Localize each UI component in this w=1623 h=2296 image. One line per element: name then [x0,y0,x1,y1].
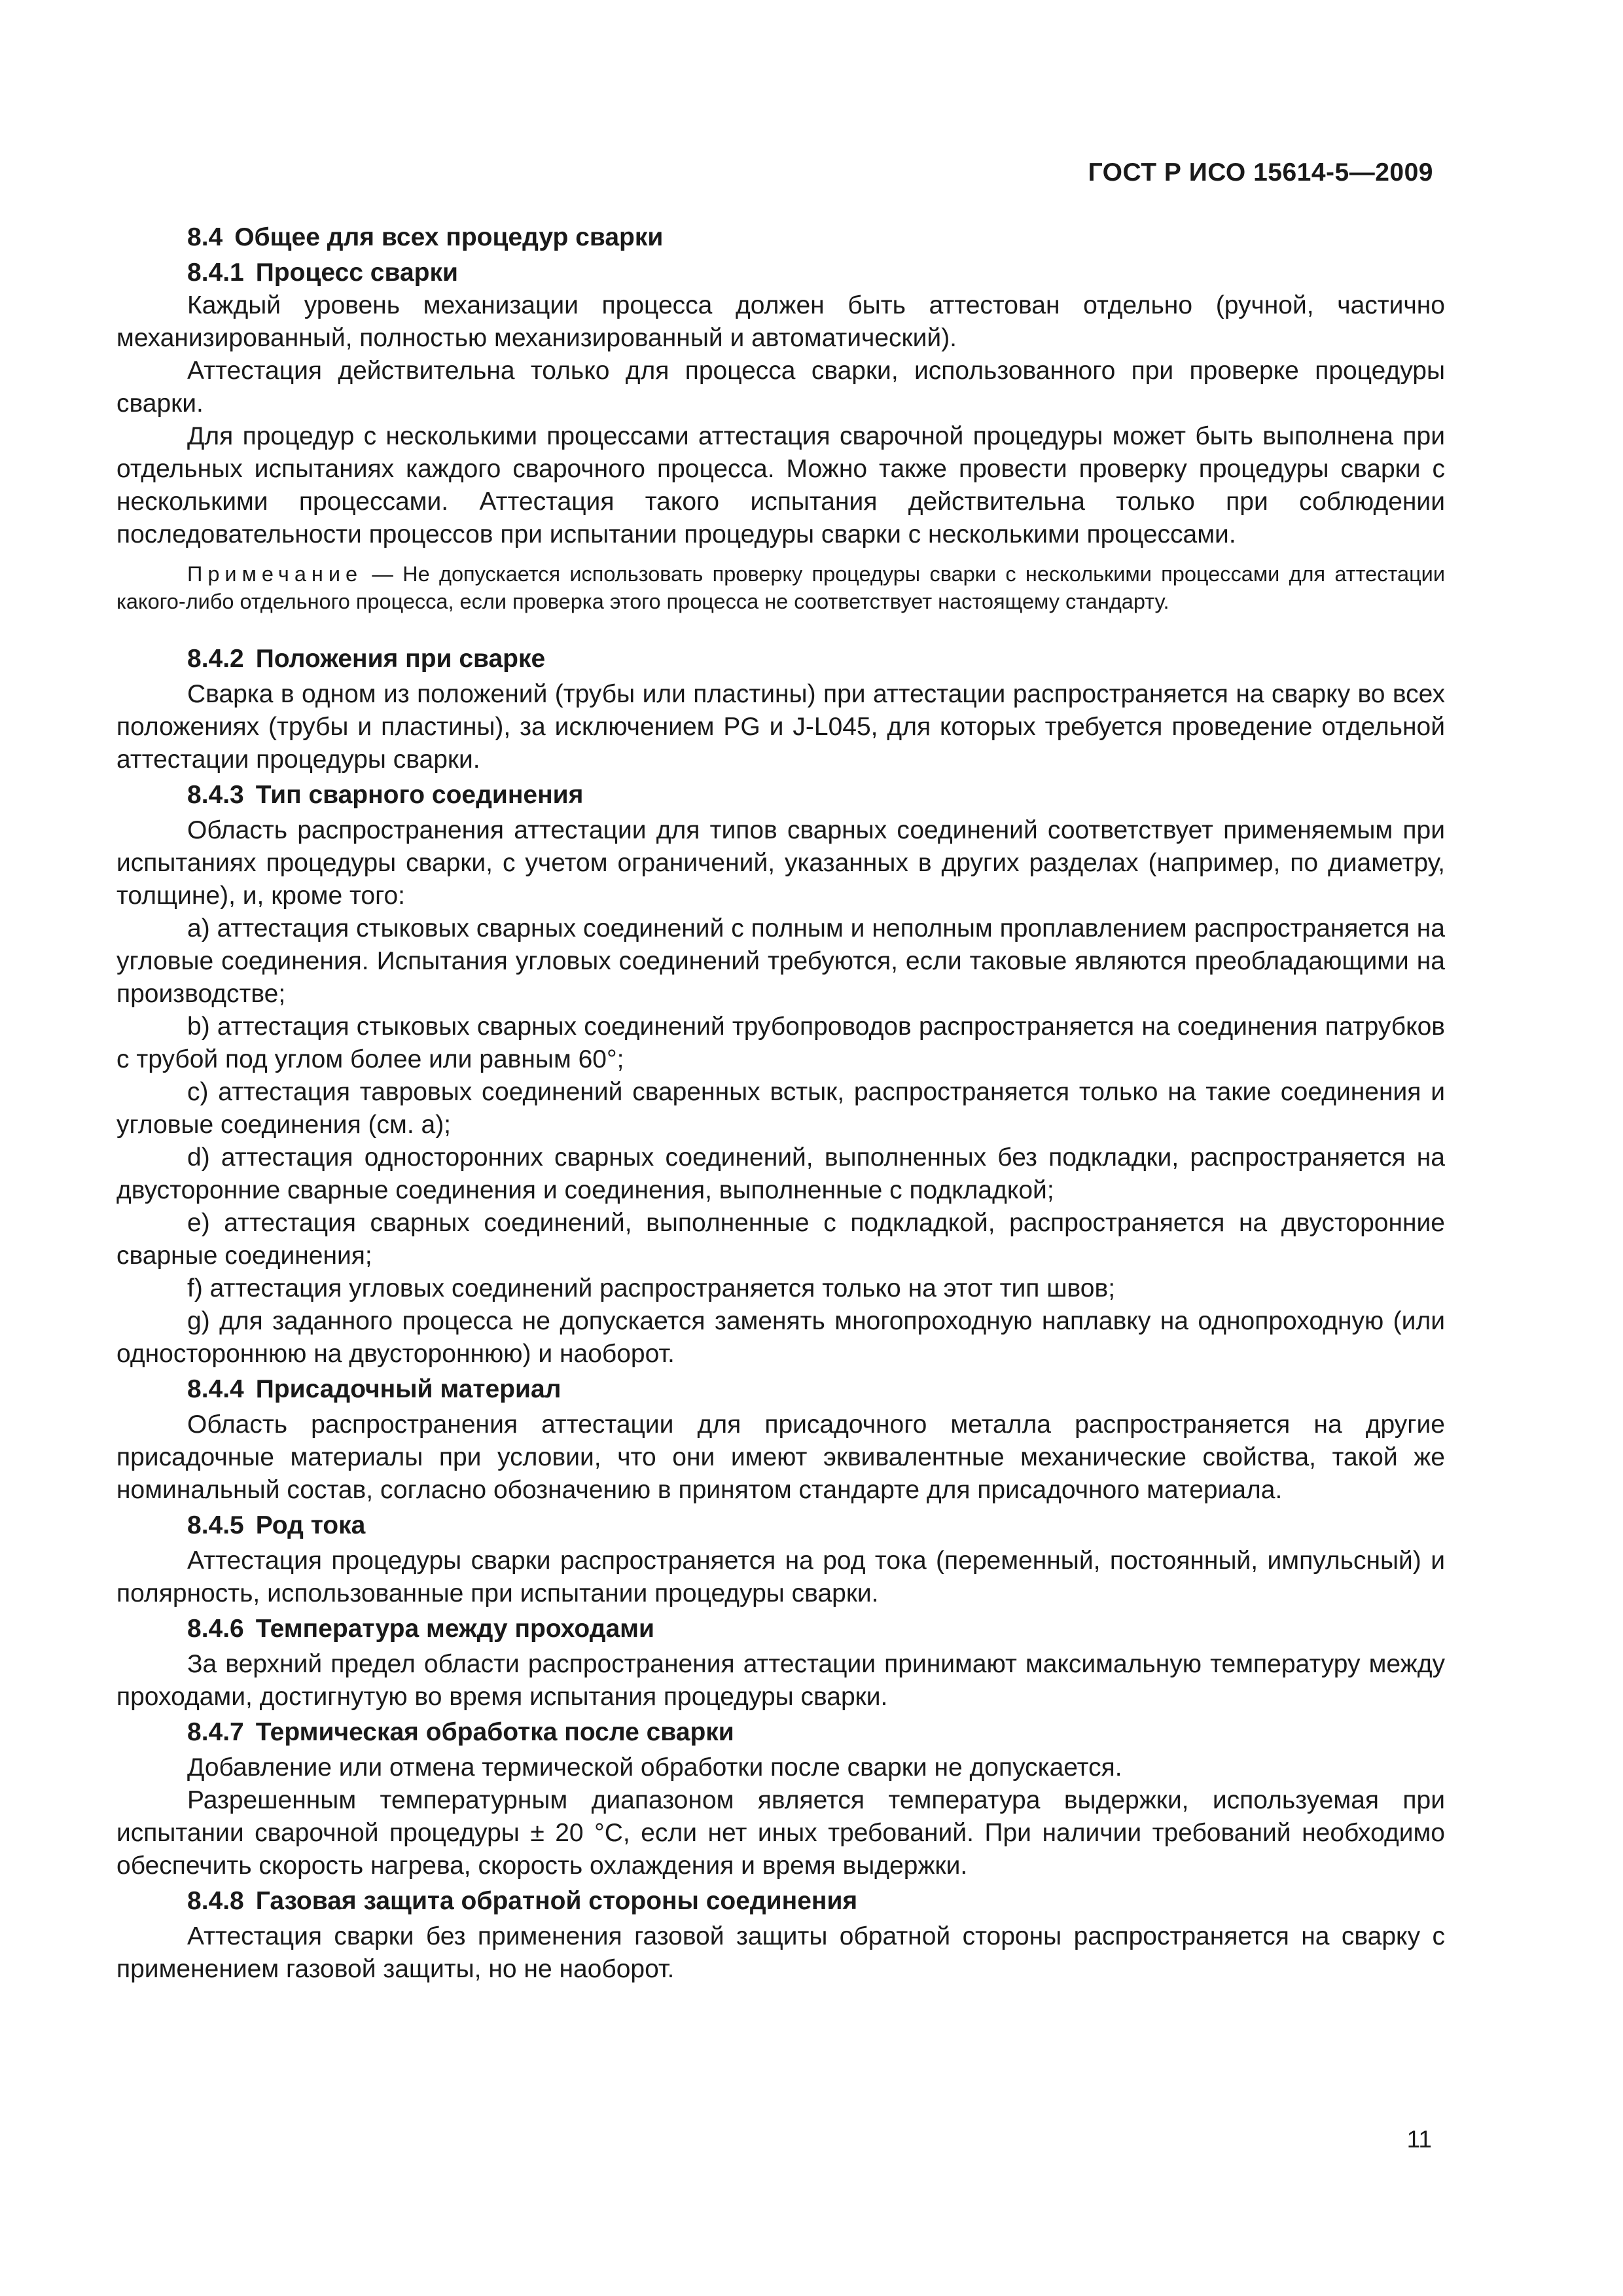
paragraph: Каждый уровень механизации процесса должен быть аттестован отдельно (ручной, частично механизированный, полностью механизированный и автоматический). [116,291,1445,352]
section-number: 8.4.1 [187,259,244,287]
list-item: c) аттестация тавровых соединений сваренных встык, распространяется только на такие соединения и угловые соединения (см. а); [116,1078,1445,1139]
list-item: g) для заданного процесса не допускается заменять многопроходную наплавку на однопроходную (или одностороннюю на двустороннюю) и наоборот. [116,1307,1445,1368]
section-title: Общее для всех процедур сварки [234,223,664,251]
note-label: Примечание [187,562,363,586]
list-item: d) аттестация односторонних сварных соединений, выполненных без подкладки, распространяется на двусторонние сварные соединения и соединения, выполненные с подкладкой; [116,1143,1445,1204]
paragraph: Сварка в одном из положений (трубы или пластины) при аттестации распространяется на сварку во всех положениях (трубы и пластины), за исключением PG и J-L045, для которых требуется проведение отдельной аттестации процедуры сварки. [116,680,1445,774]
section-title: Термическая обработка после сварки [255,1718,734,1746]
section-heading-8-4-1 [116,257,1445,289]
paragraph: Аттестация сварки без применения газовой защиты обратной стороны распространяется на сварку с применением газовой защиты, но не наоборот. [116,1922,1445,1983]
section-heading-8-4-6 [116,1613,1445,1645]
list-item: e) аттестация сварных соединений, выполненные с подкладкой, распространяется на двусторонние сварные соединения; [116,1209,1445,1270]
section-number: 8.4 [187,223,223,251]
section-number: 8.4.3 [187,781,244,809]
list-item: f) аттестация угловых соединений распространяется только на этот тип швов; [187,1274,1116,1302]
section-number: 8.4.6 [187,1615,244,1643]
paragraph: Разрешенным температурным диапазоном является температура выдержки, используемая при испытании сварочной процедуры ± 20 °С, если нет иных требований. При наличии требований необходимо обеспечить скорость нагрева, скорость охлаждения и время выдержки. [116,1786,1445,1880]
section-heading-8-4 [116,221,1445,254]
section-title: Газовая защита обратной стороны соединения [255,1887,858,1915]
paragraph: Область распространения аттестации для типов сварных соединений соответствует применяемым при испытаниях процедуры сварки, с учетом ограничений, указанных в других разделах (например, по диаметру, толщине), и, кроме того: [116,816,1445,910]
paragraph: Аттестация процедуры сварки распространяется на род тока (переменный, постоянный, импульсный) и полярность, использованные при испытании процедуры сварки. [116,1547,1445,1607]
section-title: Присадочный материал [255,1375,562,1403]
section-title: Тип сварного соединения [255,781,584,809]
document-body [116,221,1445,1986]
section-heading-8-4-3 [116,779,1445,812]
note-text: — Не допускается использовать проверку процедуры сварки с несколькими процессами для аттестации какого-либо отдельного процесса, если проверка этого процесса не соответствует настоящему стандарту. [116,562,1445,613]
paragraph: Для процедур с несколькими процессами аттестация сварочной процедуры может быть выполнена при отдельных испытаниях каждого сварочного процесса. Можно также провести проверку процедуры сварки с несколькими процессами. Аттестация такого испытания действительна только при соблюдении последовательности процессов при испытании процедуры сварки с несколькими процессами. [116,422,1445,548]
section-number: 8.4.5 [187,1511,244,1539]
section-title: Положения при сварке [255,645,546,673]
section-heading-8-4-7 [116,1716,1445,1749]
list-item: a) аттестация стыковых сварных соединений с полным и неполным проплавлением распространяется на угловые соединения. Испытания угловых соединений требуются, если таковые являются преобладающими на производстве; [116,914,1445,1008]
document-code-header: ГОСТ Р ИСО 15614-5—2009 [1088,158,1433,187]
paragraph: Добавление или отмена термической обработки после сварки не допускается. [187,1753,1122,1782]
list-item: b) аттестация стыковых сварных соединений трубопроводов распространяется на соединения патрубков с трубой под углом более или равным 60°; [116,1013,1445,1073]
section-heading-8-4-8 [116,1885,1445,1918]
paragraph: Аттестация действительна только для процесса сварки, использованного при проверке процедуры сварки. [116,357,1445,418]
section-heading-8-4-2 [116,643,1445,675]
paragraph: Область распространения аттестации для присадочного металла распространяется на другие присадочные материалы при условии, что они имеют эквивалентные механические свойства, такой же номинальный состав, согласно обозначению в принятом стандарте для присадочного материала. [116,1410,1445,1504]
section-title: Температура между проходами [255,1615,654,1643]
section-number: 8.4.2 [187,645,244,673]
section-number: 8.4.8 [187,1887,244,1915]
section-heading-8-4-4 [116,1373,1445,1406]
section-heading-8-4-5 [116,1509,1445,1542]
page-number: 11 [1406,2126,1432,2153]
note-block [116,560,1445,615]
section-title: Род тока [255,1511,366,1539]
section-title: Процесс сварки [255,259,458,287]
section-number: 8.4.4 [187,1375,244,1403]
paragraph: За верхний предел области распространения аттестации принимают максимальную температуру между проходами, достигнутую во время испытания процедуры сварки. [116,1650,1445,1711]
section-number: 8.4.7 [187,1718,244,1746]
